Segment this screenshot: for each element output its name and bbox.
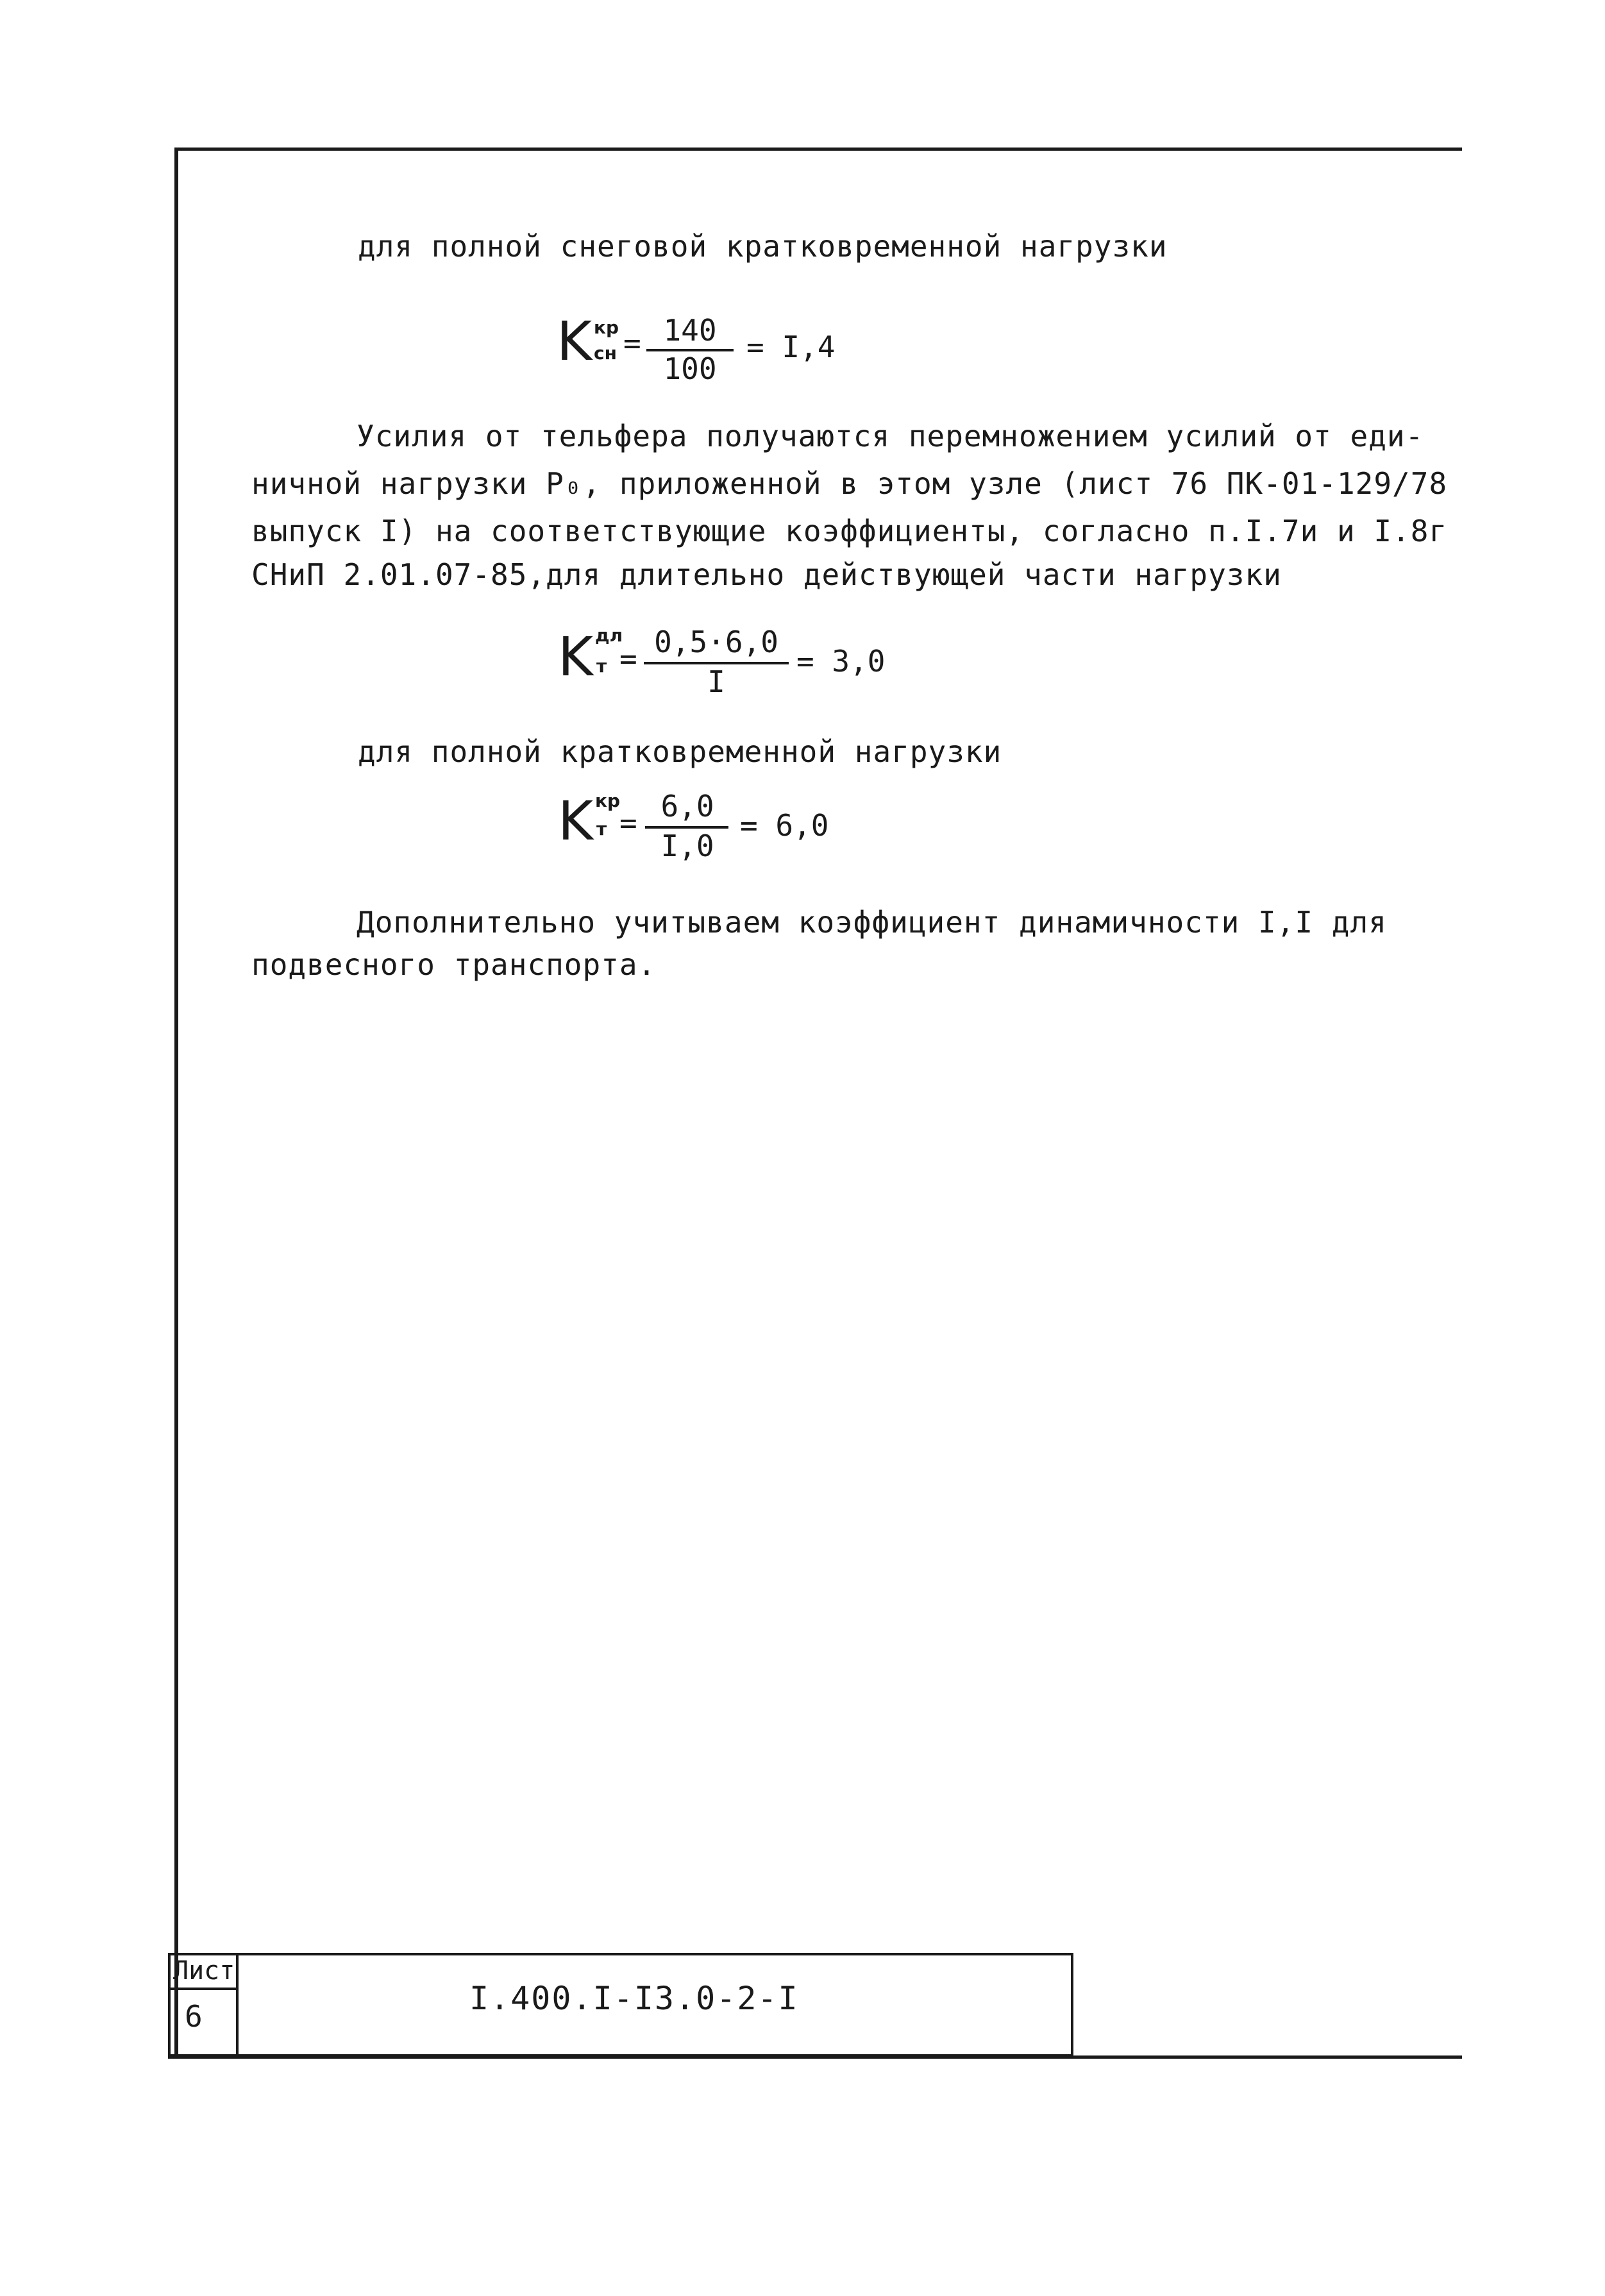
formula-numerator: 140 <box>663 313 717 348</box>
formula-equals: = <box>619 641 637 676</box>
frame-left-border <box>174 149 178 2057</box>
paragraph-hoist-line-4: СНиП 2.01.07-85,для длительно действующей части нагрузки <box>251 557 1282 592</box>
formula-denominator: I,0 <box>660 829 714 863</box>
formula-superscript: кр <box>595 790 621 811</box>
formula-numerator: 0,5·6,0 <box>654 625 778 659</box>
formula-superscript: кр <box>594 317 619 338</box>
formula-result: = 3,0 <box>796 644 886 679</box>
formula-result: = I,4 <box>746 330 836 364</box>
paragraph-hoist-line-1: Усилия от тельфера получаются перемножением усилий от еди- <box>357 419 1424 453</box>
sheet-label: Лист <box>173 1956 235 1986</box>
document-code: I.400.I-I3.0-2-I <box>469 1980 799 2017</box>
sheet-number: 6 <box>185 1999 203 2034</box>
frame-top-border <box>174 148 1462 151</box>
paragraph-hoist-line-3: выпуск I) на соответствующие коэффициенты, согласно п.I.7и и I.8г <box>251 514 1448 548</box>
formula-result: = 6,0 <box>740 808 829 843</box>
paragraph-dynamic-line-2: подвесного транспорта. <box>251 947 657 982</box>
formula-subscript: т <box>596 818 607 840</box>
formula-symbol: K <box>558 625 594 688</box>
stamp-divider-horizontal <box>171 1988 237 1990</box>
formula-symbol: K <box>557 310 592 373</box>
paragraph-short-term-load: для полной кратковременной нагрузки <box>358 734 1002 769</box>
formula-superscript: дл <box>595 625 623 646</box>
formula-subscript: т <box>596 655 607 677</box>
paragraph-dynamic-line-1: Дополнительно учитываем коэффициент динамичности I,I для <box>357 905 1387 940</box>
formula-equals: = <box>619 806 637 840</box>
paragraph-hoist-line-2: ничной нагрузки Р₀, приложенной в этом узле (лист 76 ПК-01-129/78 <box>251 466 1448 501</box>
formula-subscript: сн <box>594 342 617 364</box>
formula-denominator: I <box>707 664 725 699</box>
title-block-stamp <box>168 1953 1073 2057</box>
stamp-divider-vertical <box>236 1955 239 2057</box>
formula-denominator: 100 <box>663 351 717 386</box>
formula-numerator: 6,0 <box>660 789 714 823</box>
formula-symbol: K <box>558 789 594 852</box>
paragraph-snow-load: для полной снеговой кратковременной нагрузки <box>358 229 1168 264</box>
formula-equals: = <box>623 326 641 360</box>
